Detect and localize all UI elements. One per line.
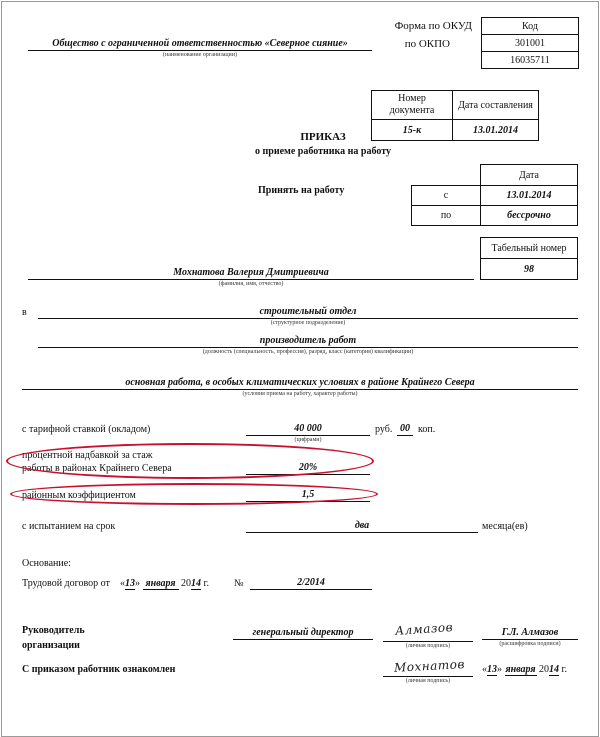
year-suffix: 14 [191, 578, 201, 589]
contract-label: Трудовой договор от [22, 578, 110, 589]
head-sign-caption: (личная подпись) [405, 643, 451, 649]
number-sign: № [234, 578, 244, 589]
contract-date [120, 578, 209, 590]
hire-from-label: с [411, 185, 481, 206]
close-quote: » [135, 578, 140, 589]
ack-year-suffix: 14 [549, 664, 559, 675]
document-title: ПРИКАЗ [300, 131, 346, 143]
doc-number-value: 15-к [371, 119, 453, 141]
head-signature: Алмазов [394, 619, 454, 639]
in-label: в [22, 307, 27, 318]
ack-year-unit: г. [561, 664, 567, 675]
code-header: Код [481, 17, 579, 35]
regional-coefficient-highlight [10, 483, 378, 505]
basis-label: Основание: [22, 558, 71, 569]
regional-coefficient-value: 1,5 [246, 489, 370, 502]
probation-value: два [246, 520, 478, 533]
okpo-code: 16035711 [481, 51, 579, 69]
position-caption: (должность (специальность, профессия), разряд, класс (категория) квалификации) [202, 349, 414, 355]
tab-number-header: Табельный номер [480, 237, 578, 259]
ack-month: января [505, 664, 536, 675]
tab-number-value: 98 [480, 258, 578, 280]
rate-label: с тарифной ставкой (окладом) [22, 424, 151, 435]
rate-value: 40 000 [246, 423, 370, 436]
ack-day: 13 [487, 664, 497, 675]
document-subtitle: о приеме работника на работу [255, 146, 391, 157]
north-allowance-value: 20% [246, 462, 370, 475]
okpo-label: по ОКПО [404, 38, 450, 50]
ack-signature-line [383, 676, 473, 677]
department-value: строительный отдел [38, 306, 578, 319]
head-name-caption: (расшифровка подписи) [499, 641, 561, 647]
organization-caption: (наименование организации) [163, 52, 237, 58]
doc-number-header: Номер документа [371, 90, 453, 120]
hire-label: Принять на работу [258, 185, 345, 196]
conditions-caption: (условия приема на работу, характер работы) [242, 391, 358, 397]
probation-label: с испытанием на срок [22, 521, 116, 532]
rub-label: руб. [375, 424, 393, 435]
year-unit: г. [203, 578, 209, 589]
ack-label: С приказом работник ознакомлен [22, 664, 176, 675]
ack-sign-caption: (личная подпись) [405, 678, 451, 684]
head-label-1: Руководитель [22, 625, 85, 636]
doc-date-value: 13.01.2014 [452, 119, 539, 141]
hire-from-value: 13.01.2014 [480, 185, 578, 206]
probation-unit: месяца(ев) [482, 521, 528, 532]
rate-caption: (цифрами) [294, 437, 322, 443]
contract-day: 13 [125, 578, 135, 589]
year-prefix: 20 [181, 578, 191, 589]
ack-close-quote: » [497, 664, 502, 675]
ack-date [482, 664, 567, 676]
department-caption: (структурное подразделение) [270, 320, 346, 326]
head-signature-line [383, 641, 473, 642]
conditions-value: основная работа, в особых климатических условиях в районе Крайнего Севера [22, 377, 578, 390]
employee-name-caption: (фамилия, имя, отчество) [218, 281, 284, 287]
regional-coefficient-label: районным коэффициентом [22, 490, 136, 501]
hire-date-header: Дата [480, 164, 578, 186]
ack-open-quote: « [482, 664, 487, 675]
contract-number: 2/2014 [250, 577, 372, 590]
hire-to-value: бессрочно [480, 205, 578, 226]
north-allowance-highlight [6, 443, 374, 479]
head-name: Г.Л. Алмазов [482, 627, 578, 640]
organization-name: Общество с ограниченной ответственностью «Северное сияние» [28, 38, 372, 51]
employee-name: Мохнатова Валерия Дмитриевича [28, 267, 474, 280]
doc-date-header: Дата составления [452, 90, 539, 120]
okud-code: 301001 [481, 34, 579, 52]
kop-value: 00 [397, 423, 413, 436]
head-label-2: организации [22, 640, 80, 651]
hire-to-label: по [411, 205, 481, 226]
position-value: производитель работ [38, 335, 578, 348]
open-quote: « [120, 578, 125, 589]
ack-signature: Мохнатов [393, 657, 466, 675]
kop-label: коп. [418, 424, 436, 435]
north-allowance-line2: работы в районах Крайнего Севера [22, 463, 172, 474]
head-position: генеральный директор [233, 627, 373, 640]
okud-label: Форма по ОКУД [394, 20, 472, 32]
north-allowance-line1: процентной надбавкой за стаж [22, 450, 153, 461]
ack-year-prefix: 20 [539, 664, 549, 675]
contract-month: января [143, 578, 179, 590]
